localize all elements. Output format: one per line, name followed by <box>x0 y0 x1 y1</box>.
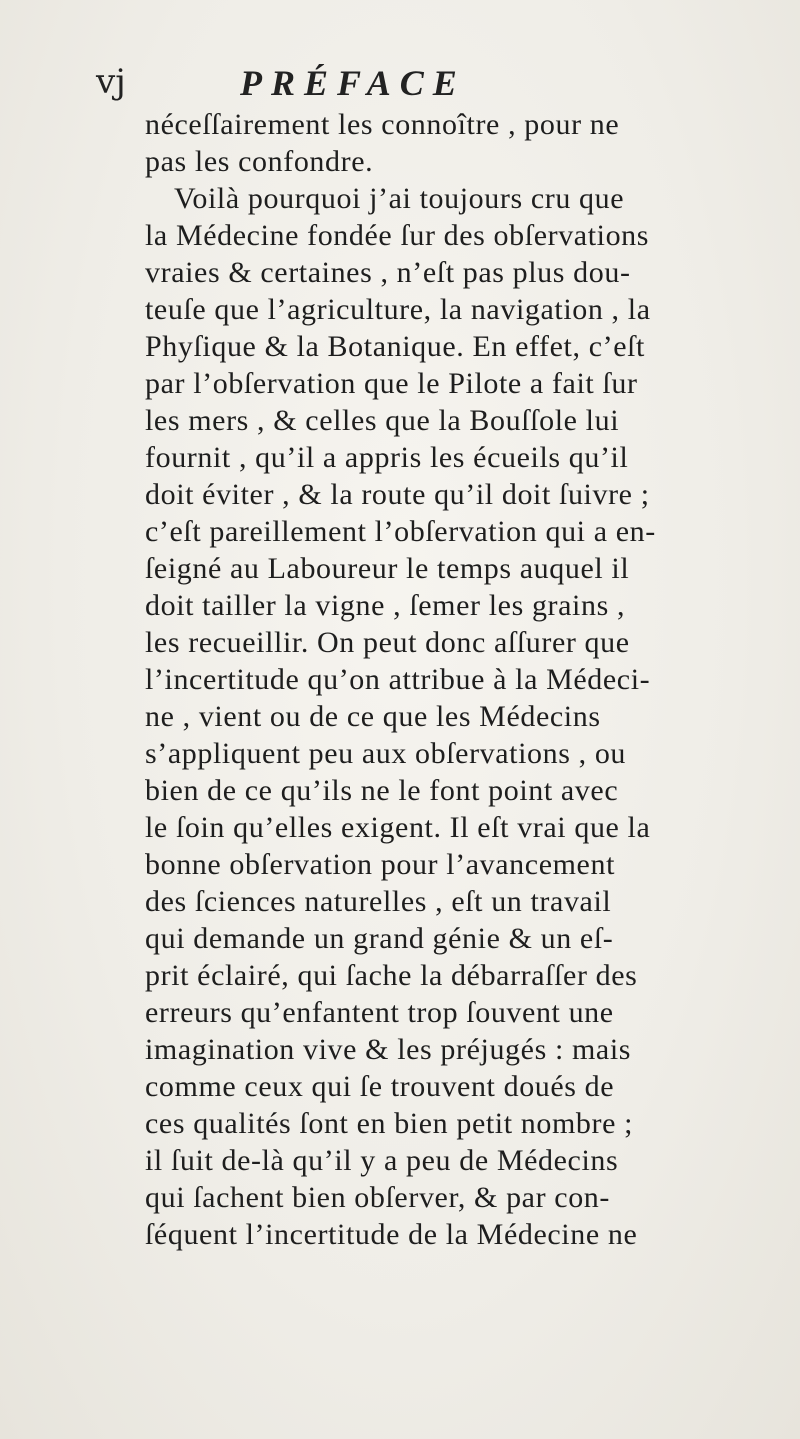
text-line: le ſoin qu’elles exigent. Il eſt vrai que la <box>145 811 651 844</box>
text-line: s’appliquent peu aux obſervations , ou <box>145 737 627 770</box>
text-line: l’incertitude qu’on attribue à la Médeci- <box>145 663 651 696</box>
text-line: la Médecine fondée ſur des obſervations <box>145 219 650 252</box>
text-line: les mers , & celles que la Bouſſole lui <box>145 404 620 437</box>
text-line: qui ſachent bien obſerver, & par con- <box>145 1181 610 1214</box>
text-line: fournit , qu’il a appris les écueils qu’il <box>145 441 629 474</box>
text-line: Voilà pourquoi j’ai toujours cru que <box>174 182 625 215</box>
text-line: néceſſairement les connoître , pour ne <box>145 108 620 141</box>
text-line: erreurs qu’enfantent trop ſouvent une <box>145 996 614 1029</box>
text-line: c’eſt pareillement l’obſervation qui a en- <box>145 515 656 548</box>
text-line: ces qualités ſont en bien petit nombre ; <box>145 1107 634 1140</box>
text-line: par l’obſervation que le Pilote a fait ſur <box>145 367 638 400</box>
text-line: bonne obſervation pour l’avancement <box>145 848 616 881</box>
running-head: PRÉFACE <box>240 63 466 103</box>
text-line: comme ceux qui ſe trouvent doués de <box>145 1070 615 1103</box>
text-line: doit éviter , & la route qu’il doit ſuivre ; <box>145 478 650 511</box>
text-line: les recueillir. On peut donc aſſurer que <box>145 626 630 659</box>
text-line: qui demande un grand génie & un eſ- <box>145 922 614 955</box>
text-line: ſéquent l’incertitude de la Médecine ne <box>145 1218 638 1251</box>
text-line: vraies & certaines , n’eſt pas plus dou- <box>145 256 631 289</box>
page-number: vj <box>96 62 126 102</box>
text-line: bien de ce qu’ils ne le font point avec <box>145 774 619 807</box>
text-line: ne , vient ou de ce que les Médecins <box>145 700 601 733</box>
text-line: des ſciences naturelles , eſt un travail <box>145 885 612 918</box>
text-line: pas les confondre. <box>145 145 374 178</box>
text-line: doit tailler la vigne , ſemer les grains , <box>145 589 626 622</box>
text-line: ſeigné au Laboureur le temps auquel il <box>145 552 630 585</box>
text-line: teuſe que l’agriculture, la navigation , la <box>145 293 651 326</box>
text-line: Phyſique & la Botanique. En effet, c’eſt <box>145 330 645 363</box>
text-line: il ſuit de-là qu’il y a peu de Médecins <box>145 1144 619 1177</box>
page-header <box>96 62 740 112</box>
text-line: imagination vive & les préjugés : mais <box>145 1033 632 1066</box>
text-line: prit éclairé, qui ſache la débarraſſer des <box>145 959 638 992</box>
